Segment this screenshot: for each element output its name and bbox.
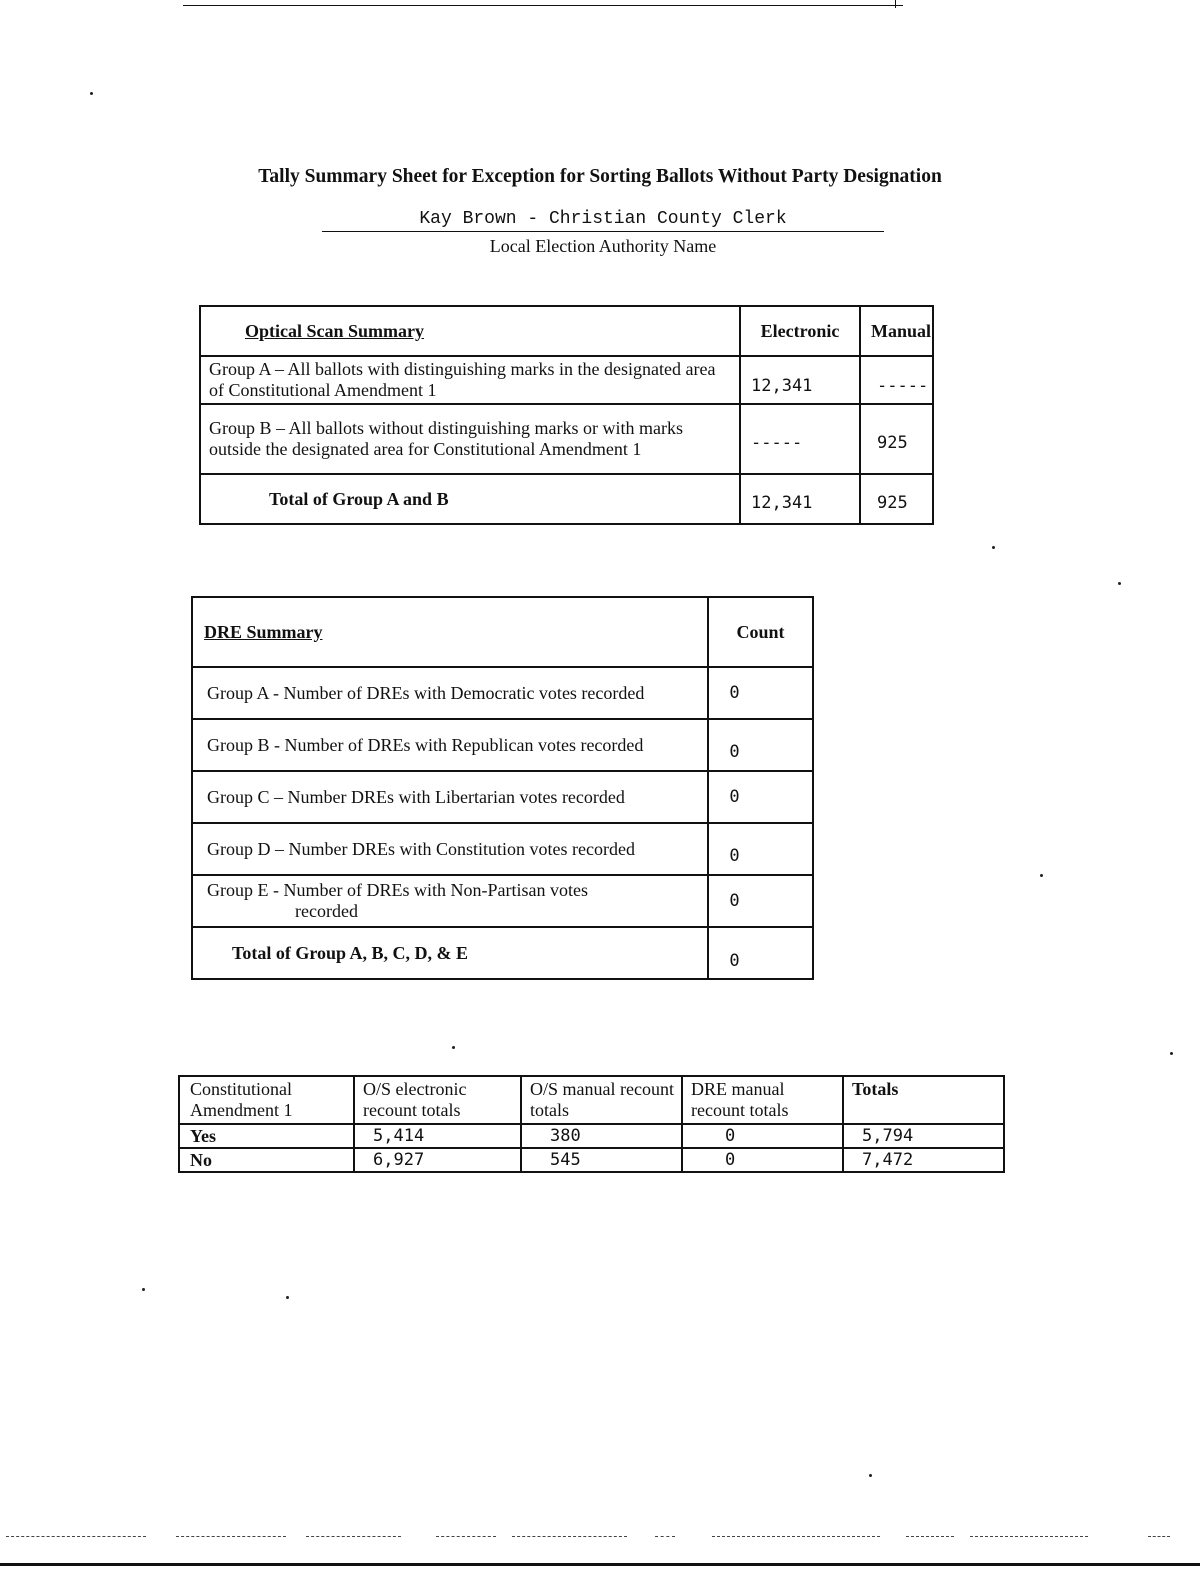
count-value: 0 <box>708 823 813 875</box>
total-value: 7,472 <box>843 1148 1004 1172</box>
count-value: 0 <box>708 719 813 771</box>
table-row <box>192 823 813 875</box>
table-row <box>192 667 813 719</box>
scan-dash-line <box>306 1536 401 1537</box>
row-label: Group C – Number DREs with Libertarian votes recorded <box>192 771 708 823</box>
row-label: Group B – All ballots without distinguishing marks or with marks outside the designated area for Constitutional Amendment 1 <box>200 404 740 474</box>
count-value: 0 <box>708 771 813 823</box>
table-row <box>192 771 813 823</box>
table-row <box>200 356 933 404</box>
count-value: 0 <box>708 667 813 719</box>
authority-name: Kay Brown - Christian County Clerk <box>322 209 884 232</box>
total-electronic: 12,341 <box>740 474 860 524</box>
os-electronic-value: 6,927 <box>354 1148 521 1172</box>
row-label-continued: recorded <box>295 901 358 921</box>
scan-speck <box>452 1046 455 1049</box>
dre-manual-value: 0 <box>682 1148 843 1172</box>
scan-speck <box>992 546 995 549</box>
manual-value: ----- <box>860 356 933 404</box>
scan-dash-line <box>970 1536 1088 1537</box>
scan-speck <box>1170 1052 1173 1055</box>
table-row <box>192 719 813 771</box>
scan-speck <box>1040 874 1043 877</box>
table-row <box>179 1148 1004 1172</box>
scan-dash-line <box>655 1536 675 1537</box>
row-label: Group D – Number DREs with Constitution votes recorded <box>192 823 708 875</box>
electronic-value: ----- <box>740 404 860 474</box>
row-label: Group A - Number of DREs with Democratic votes recorded <box>192 667 708 719</box>
scan-speck <box>90 92 93 95</box>
col-count: Count <box>708 597 813 667</box>
scan-speck <box>1118 582 1121 585</box>
os-manual-value: 545 <box>521 1148 682 1172</box>
optical-scan-table <box>199 305 934 525</box>
table-row <box>200 404 933 474</box>
page-title: Tally Summary Sheet for Exception for Sorting Ballots Without Party Designation <box>258 166 942 187</box>
optical-scan-header: Optical Scan Summary <box>245 320 425 341</box>
scan-dash-line <box>906 1536 954 1537</box>
total-label: Total of Group A and B <box>200 474 740 524</box>
total-value: 5,794 <box>843 1124 1004 1148</box>
header-dre-manual: DRE manual recount totals <box>682 1076 843 1124</box>
scan-speck <box>286 1296 289 1299</box>
row-label-yes: Yes <box>179 1124 354 1148</box>
row-label: Group E - Number of DREs with Non-Partisan votes <box>207 880 588 900</box>
row-label: Group B - Number of DREs with Republican votes recorded <box>192 719 708 771</box>
scan-speck <box>869 1474 872 1477</box>
scan-dash-line <box>712 1536 880 1537</box>
total-manual: 925 <box>860 474 933 524</box>
total-row <box>192 927 813 979</box>
scan-bottom-edge <box>0 1563 1200 1566</box>
dre-summary-table <box>191 596 814 980</box>
header-totals: Totals <box>843 1076 1004 1124</box>
scan-dash-line <box>1148 1536 1170 1537</box>
scan-speck <box>142 1288 145 1291</box>
row-label: Group A – All ballots with distinguishing marks in the designated area of Constitutional Amendment 1 <box>200 356 740 404</box>
header-os-manual: O/S manual recount totals <box>521 1076 682 1124</box>
scan-dash-line <box>512 1536 627 1537</box>
scan-edge-line <box>183 5 903 6</box>
table-header-row <box>200 306 933 356</box>
row-label-no: No <box>179 1148 354 1172</box>
col-manual: Manual <box>860 306 933 356</box>
table-header-row <box>179 1076 1004 1124</box>
scan-dash-line <box>6 1536 146 1537</box>
table-row <box>192 875 813 927</box>
table-header-row <box>192 597 813 667</box>
authority-label: Local Election Authority Name <box>489 236 717 256</box>
total-count: 0 <box>708 927 813 979</box>
electronic-value: 12,341 <box>740 356 860 404</box>
dre-manual-value: 0 <box>682 1124 843 1148</box>
dre-header: DRE Summary <box>204 621 323 642</box>
col-electronic: Electronic <box>740 306 860 356</box>
header-os-electronic: O/S electronic recount totals <box>354 1076 521 1124</box>
count-value: 0 <box>708 875 813 927</box>
scan-edge-tick <box>895 0 896 8</box>
scan-dash-line <box>436 1536 496 1537</box>
amendment-recount-table <box>178 1075 1005 1173</box>
os-electronic-value: 5,414 <box>354 1124 521 1148</box>
total-row <box>200 474 933 524</box>
total-label: Total of Group A, B, C, D, & E <box>192 927 708 979</box>
manual-value: 925 <box>860 404 933 474</box>
table-row <box>179 1124 1004 1148</box>
header-amendment: Constitutional Amendment 1 <box>179 1076 354 1124</box>
scan-dash-line <box>176 1536 286 1537</box>
os-manual-value: 380 <box>521 1124 682 1148</box>
